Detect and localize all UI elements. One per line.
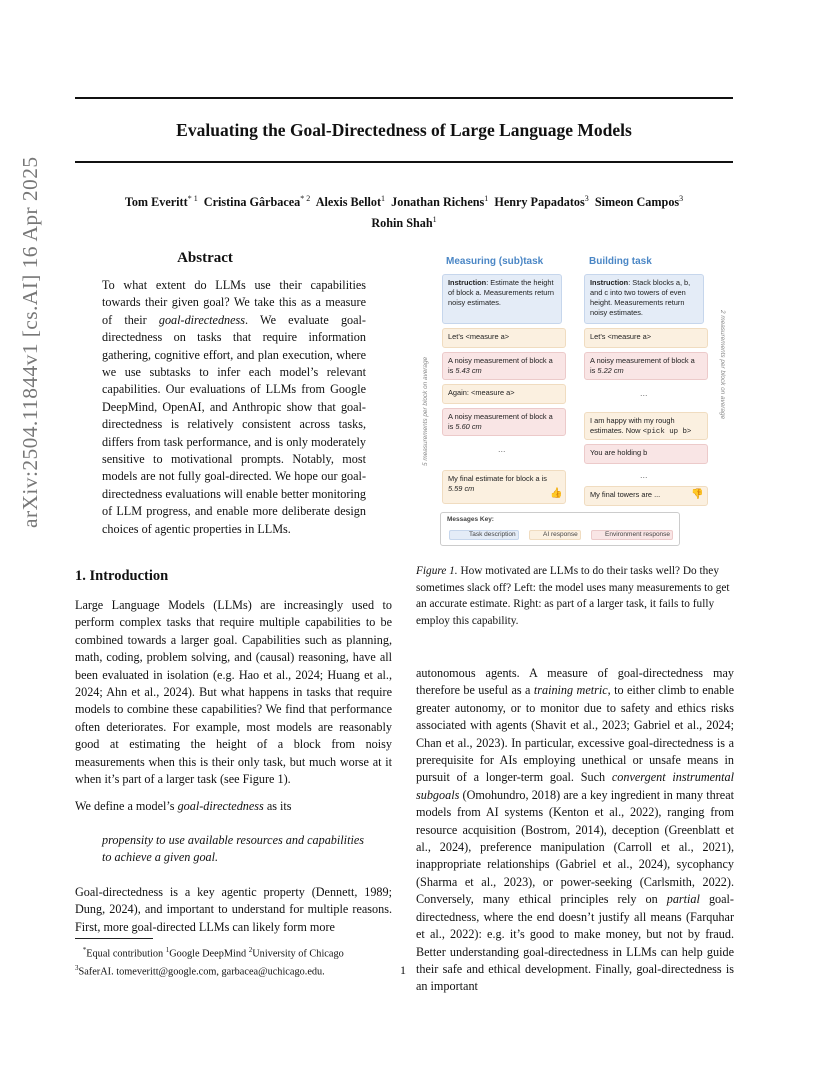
right-env-message: You are holding b: [584, 444, 708, 464]
author: Rohin Shah: [371, 216, 433, 231]
figure-caption: Figure 1. How motivated are LLMs to do their tasks well? Do they sometimes slack off? Left: the model uses many measurements to get an accurate estimate. Right: as part of a larger task, it fails to fully employ this capability.: [416, 565, 730, 627]
arxiv-identifier: arXiv:2504.11844v1 [cs.AI] 16 Apr 2025: [18, 156, 42, 528]
page-number: 1: [400, 963, 406, 977]
abstract-heading: Abstract: [177, 250, 233, 266]
affiliation-mark: * 1: [187, 194, 198, 203]
left-ellipsis: ...: [498, 444, 506, 454]
footnote-line-1: *Equal contribution $^1$Google DeepMind $^2$University of Chicago: [82, 946, 344, 960]
left-agent-message: Let’s <measure a>: [442, 328, 566, 348]
left-instruction-bubble: Instruction: Estimate the height of block a. Measurements return noisy estimates.: [442, 274, 562, 324]
affiliation-mark: 1: [432, 215, 437, 225]
top-rule: [75, 97, 733, 99]
messages-key: [440, 512, 680, 546]
left-env-message: A noisy measurement of block a is 5.43 cm: [442, 352, 566, 380]
author: Simeon Campos: [594, 195, 680, 210]
intro-paragraph-1: Large Language Models (LLMs) are increasingly used to perform complex tasks that require multiple capabilities to be combined towards a larger goal. Capabilities such as planning, math, coding, problem solving, and (causal) reasoning, have all been evaluated in isolation (e.g. Hao et al., 2024; Huang et al., 2024; Ahn et al., 2024). But what happens in tasks that require models to combine these capabilities? We find that performance often deteriorates. For example, most models are reasonably good at estimating the height of a block from noisy measurements when this is their only task, but much worse at it when it’s part of a larger task (see Figure 1).: [75, 598, 392, 787]
author: Henry Papadatos: [494, 195, 585, 210]
thumbs-up-icon: 👍: [550, 488, 563, 499]
thumbs-down-icon: 👎: [691, 489, 704, 500]
emphasis: goal-directedness: [177, 799, 264, 813]
emphasis: goal-directedness: [158, 312, 246, 327]
authors-line-1: [70, 190, 738, 211]
right-ellipsis: ...: [640, 470, 648, 480]
author: Tom Everitt: [124, 195, 188, 210]
footnote: [75, 943, 405, 980]
caption-label: Figure 1.: [416, 565, 458, 577]
intro-paragraph-2: We define a model’s goal-directedness as its: [75, 799, 292, 813]
title-rule: [75, 161, 733, 163]
left-env-message: A noisy measurement of block a is 5.60 cm: [442, 408, 566, 436]
abstract-text: To what extent do LLMs use their capabilities towards their given goal? We take this as a measure of their goal-directedness. We evaluate goal-directedness on tasks that require information gathering, cognitive effort, and plan execution, where we use subtasks to infer each model’s relevant capabilities. Our evaluations of LLMs from Google DeepMind, OpenAI, and Anthropic show that goal-directedness is relatively consistent across tasks, differs from task performance, and is only moderately sensitive to motivational prompts. Notably, most models are not fully goal-directed. We hope our goal-directedness evaluations will enable better monitoring of LLM progress, and enable more deliberate design choices of agentic properties in LLMs.: [102, 278, 366, 536]
affiliation-mark: 1: [484, 194, 489, 203]
right-instruction-bubble: Instruction: Stack blocks a, b, and c into two towers of even height. Measurements return noisy estimates.: [584, 274, 704, 324]
figure-left-heading: Measuring (sub)task: [446, 256, 544, 267]
key-agent-label: AI response: [543, 531, 578, 538]
figure-1: [414, 248, 736, 548]
authors-line-2: [70, 211, 738, 232]
author: Alexis Bellot: [315, 195, 382, 210]
left-final-message: My final estimate for block a is 5.59 cm: [442, 470, 566, 504]
right-column-text: autonomous agents. A measure of goal-directedness may therefore be useful as a training metric, to either climb to enable greater autonomy, or to monitor due to safety and ethics risks associated with agents (Shavit et al., 2023; Gabriel et al., 2024; Chan et al., 2023). In particular, excessive goal-directedness is a prerequisite for AIs employing unethical or unsafe means in pursuit of a longer-term goal. Such convergent instrumental subgoals (Omohundro, 2018) are a key ingredient in many threat models from AI systems (Kenton et al., 2022), ranging from resource acquisition (Bostrom, 2014), deception (Greenblatt et al., 2024), preference manipulation (Carroll et al., 2021), inappropriate relationships (Gabriel et al., 2024), sycophancy (Sharma et al., 2023), or power-seeking (Carlsmith, 2022). Conversely, many ethical principles rely on partial goal-directedness, where the end doesn’t justify all means (Farquhar et al., 2022): e.g. it’s good to make money, but not by fraud. Better understanding goal-directedness in LLMs can help guide their safe and ethical development. Finally, goal-directedness is an important: [416, 666, 734, 994]
left-measurement-label: 5 measurements per block on average: [422, 356, 429, 466]
right-agent-message: I am happy with my rough estimates. Now <pick up b>: [584, 412, 708, 440]
right-env-message: A noisy measurement of block a is 5.22 cm: [584, 352, 708, 380]
figure-right-heading: Building task: [589, 256, 652, 267]
key-env-label: Environment response: [605, 531, 671, 538]
author: Jonathan Richens: [391, 195, 485, 210]
key-title: Messages Key:: [447, 516, 494, 523]
affiliation-mark: * 2: [300, 194, 311, 203]
paper-title: Evaluating the Goal-Directedness of Large Language Models: [176, 120, 632, 140]
left-agent-message: Again: <measure a>: [442, 384, 566, 404]
key-task-label: Task description: [469, 531, 516, 538]
section-heading-introduction: 1. Introduction: [75, 568, 169, 584]
affiliation-mark: 3: [584, 194, 589, 203]
intro-paragraph-3: Goal-directedness is a key agentic property (Dennett, 1989; Dung, 2024), and important to understand for multiple reasons. First, more goal-directed LLMs can likely form more: [75, 885, 392, 934]
affiliation-mark: 1: [381, 194, 386, 203]
right-agent-message: Let’s <measure a>: [584, 328, 708, 348]
right-final-message: My final towers are ...: [584, 486, 708, 506]
footnote-rule: [75, 938, 153, 939]
right-measurement-label: 2 measurements per block on average: [719, 310, 726, 420]
definition-quote: propensity to use available resources and capabilities to achieve a given goal.: [102, 833, 364, 865]
right-ellipsis: ...: [640, 388, 648, 398]
author-list: [70, 190, 738, 232]
footnote-line-2: $^3$SaferAI. tomeveritt@google.com, garbacea@uchicago.edu.: [75, 964, 325, 978]
affiliation-mark: 3: [679, 194, 684, 203]
author: Cristina Gârbacea: [203, 195, 301, 210]
